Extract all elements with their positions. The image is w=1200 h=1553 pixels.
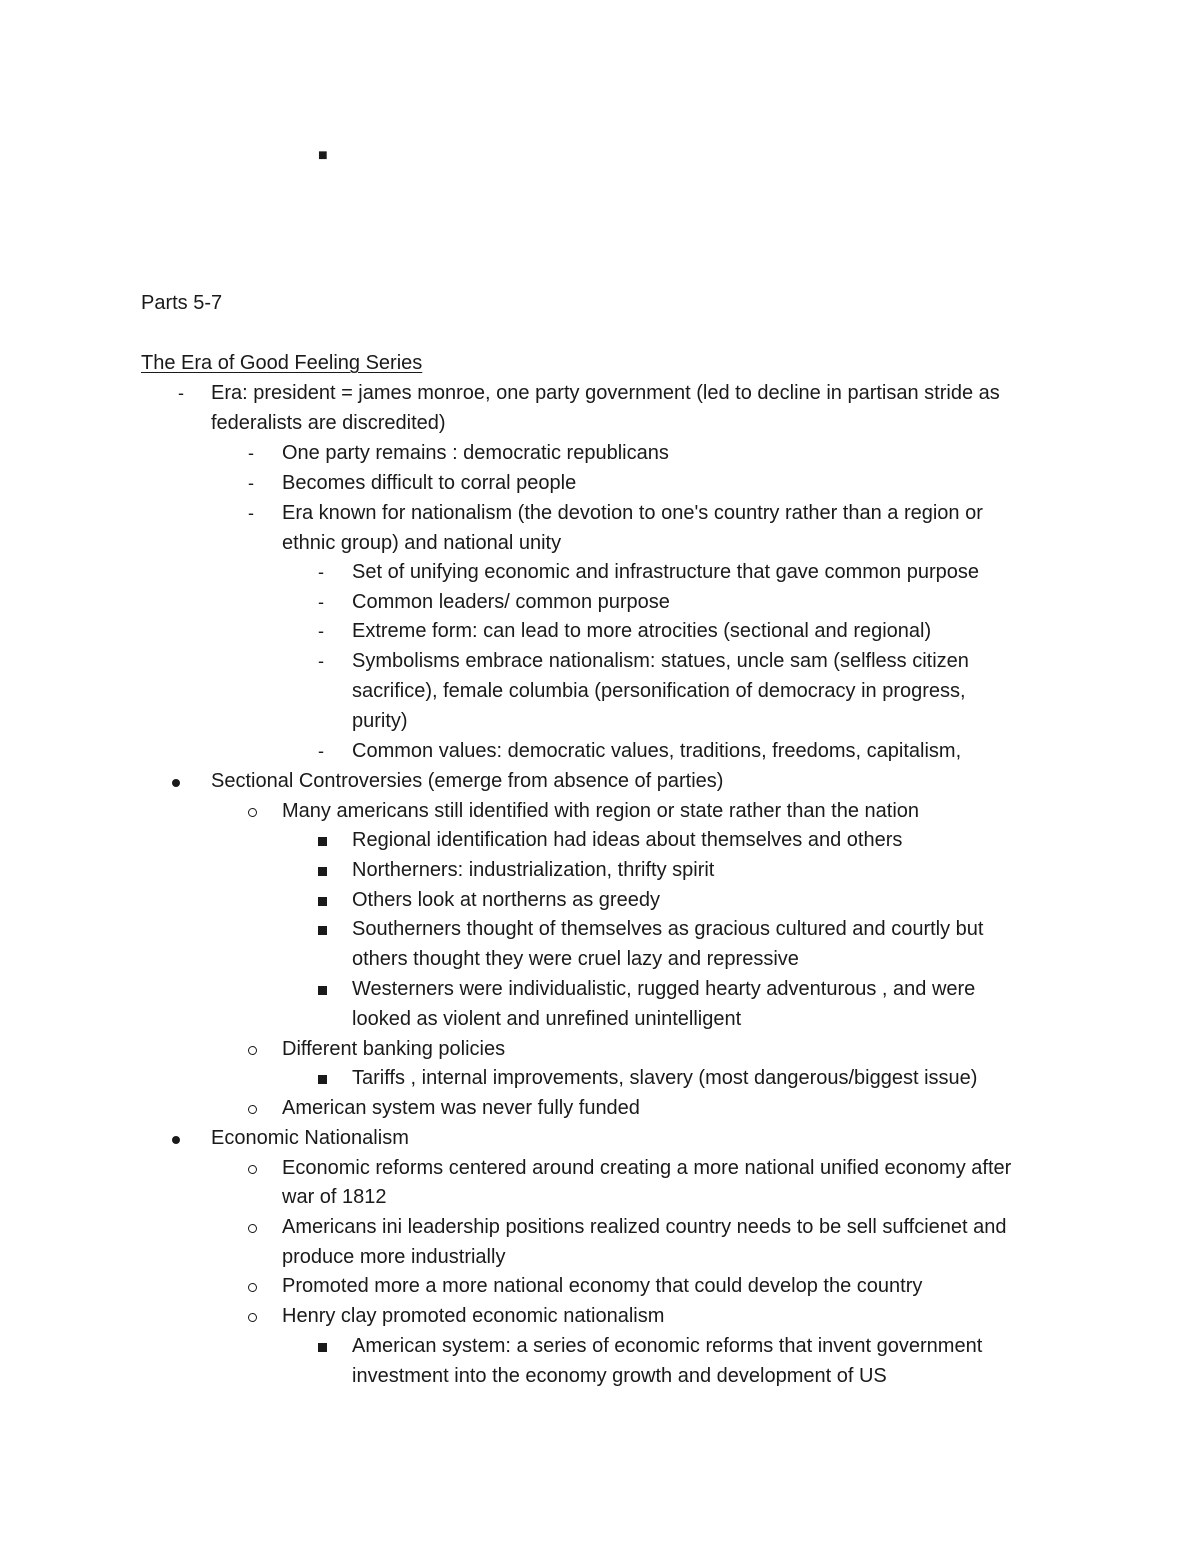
sectional-o3: American system was never fully funded [282,1097,640,1119]
era-line-1: Era: president = james monroe, one party government (led to decline in partisan stride as [211,382,1000,404]
era-nested-1: Set of unifying economic and infrastructure that gave common purpose [352,561,980,583]
circle-bullet-icon [248,1034,257,1064]
circle-bullet-icon [248,1153,257,1183]
sectional-s2: Northerners: industrialization, thrifty spirit [352,859,715,881]
era-sub-2: Becomes difficult to corral people [282,472,577,494]
economic-o1-line-2: war of 1812 [282,1186,387,1208]
disc-bullet-icon [172,1123,180,1153]
era-nested-2: Common leaders/ common purpose [352,591,670,613]
sectional-o1: Many americans still identified with region or state rather than the nation [282,800,920,822]
doc-title: Parts 5-7 [141,292,223,314]
square-bullet-icon [318,825,327,855]
era-nested-4-line-1: Symbolisms embrace nationalism: statues, uncle sam (selfless citizen [352,650,969,672]
economic-s1-line-1: American system: a series of economic reforms that invent government [352,1335,983,1357]
dash-bullet-icon: - [248,443,254,463]
economic-o2-line-1: Americans ini leadership positions realized country needs to be sell suffcienet and [282,1216,1007,1238]
square-bullet-icon [318,974,327,1004]
circle-bullet-icon [248,796,257,826]
disc-bullet-icon [172,766,180,796]
economic-o3: Promoted more a more national economy that could develop the country [282,1275,923,1297]
era-sub-3-line-1: Era known for nationalism (the devotion to one's country rather than a region or [282,502,983,524]
economic-o1-line-1: Economic reforms centered around creating a more national unified economy after [282,1157,1012,1179]
sectional-s5-line-1: Westerners were individualistic, rugged hearty adventurous , and were [352,978,976,1000]
dash-bullet-icon: - [248,473,254,493]
dash-bullet-icon: - [318,562,324,582]
economic-o4: Henry clay promoted economic nationalism [282,1305,665,1327]
circle-bullet-icon [248,1093,257,1123]
dash-bullet-icon: - [178,383,184,403]
era-nested-4-line-3: purity) [352,710,408,732]
sectional-o2: Different banking policies [282,1038,506,1060]
dash-bullet-icon: - [248,503,254,523]
square-bullet-icon [318,885,327,915]
square-bullet-icon [318,855,327,885]
era-nested-4-line-2: sacrifice), female columbia (personification of democracy in progress, [352,680,966,702]
sectional-s6: Tariffs , internal improvements, slavery (most dangerous/biggest issue) [352,1067,978,1089]
economic-s1-line-2: investment into the economy growth and development of US [352,1365,887,1387]
circle-bullet-icon [248,1271,257,1301]
circle-bullet-icon [248,1212,257,1242]
economic-o2-line-2: produce more industrially [282,1246,506,1268]
dash-bullet-icon: - [318,621,324,641]
economic-heading: Economic Nationalism [211,1127,409,1149]
sectional-heading: Sectional Controversies (emerge from absence of parties) [211,770,724,792]
sectional-s4-line-2: others thought they were cruel lazy and repressive [352,948,799,970]
dash-bullet-icon: - [318,741,324,761]
sectional-s3: Others look at northerns as greedy [352,889,660,911]
section-heading: The Era of Good Feeling Series [141,352,423,374]
square-bullet-icon [318,914,327,944]
dash-bullet-icon: - [318,651,324,671]
square-bullet-icon [318,1331,327,1361]
sectional-s4-line-1: Southerners thought of themselves as gracious cultured and courtly but [352,918,984,940]
square-bullet-icon [318,1063,327,1093]
era-line-2: federalists are discredited) [211,412,446,434]
era-sub-1: One party remains : democratic republicans [282,442,669,464]
era-sub-3-line-2: ethnic group) and national unity [282,532,562,554]
era-nested-3: Extreme form: can lead to more atrocities (sectional and regional) [352,620,932,642]
sectional-s1: Regional identification had ideas about themselves and others [352,829,903,851]
sectional-s5-line-2: looked as violent and unrefined unintelligent [352,1008,742,1030]
era-nested-5: Common values: democratic values, traditions, freedoms, capitalism, [352,740,962,762]
dash-bullet-icon: - [318,592,324,612]
circle-bullet-icon [248,1301,257,1331]
top-square-bullet: ■ [318,147,328,164]
